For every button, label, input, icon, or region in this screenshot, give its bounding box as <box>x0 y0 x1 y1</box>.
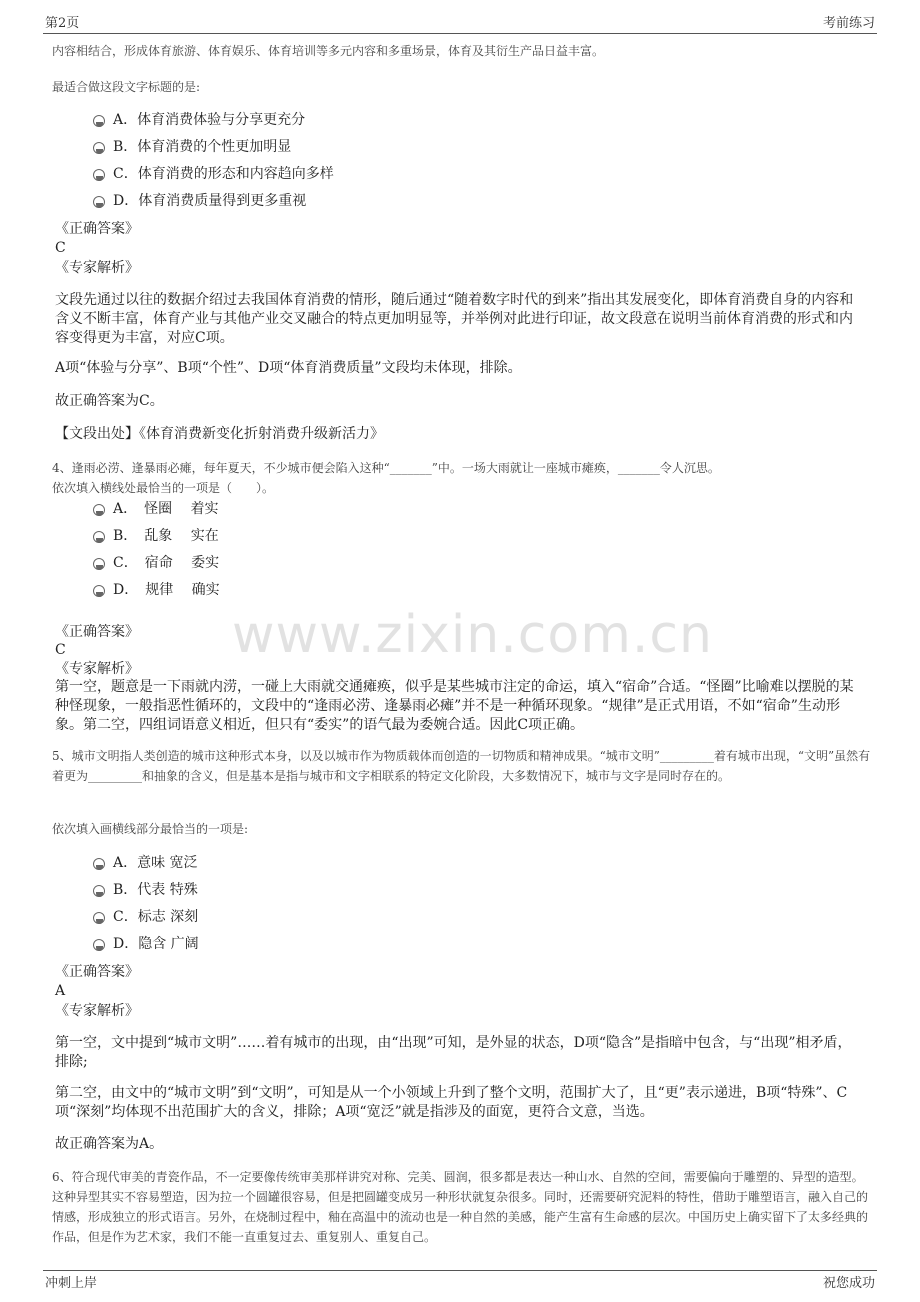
footer-divider <box>43 1270 877 1271</box>
radio-icon[interactable] <box>93 858 105 870</box>
q5-option-a[interactable] <box>93 853 198 873</box>
q3-option-a-label: A．体育消费体验与分享更充分 <box>113 112 306 128</box>
q3-answer: C <box>55 240 66 256</box>
q5-answer: A <box>55 983 66 999</box>
q5-option-d[interactable] <box>93 934 199 954</box>
q4-option-c[interactable] <box>93 553 219 573</box>
q4-answer-label: 《正确答案》 <box>55 624 139 640</box>
header-divider <box>43 33 877 34</box>
q5-analysis-p3: 故正确答案为A。 <box>55 1136 164 1152</box>
q3-option-b[interactable] <box>93 137 291 157</box>
q4-option-c-label: C． 宿命 委实 <box>113 555 220 571</box>
q5-option-d-label: D．隐含 广阔 <box>113 936 199 952</box>
q3-source: 【文段出处】《体育消费新变化折射消费升级新活力》 <box>55 426 384 442</box>
q4-option-b-label: B． 乱象 实在 <box>113 528 219 544</box>
watermark: www.zixin.com.cn <box>232 605 713 665</box>
q4-answer: C <box>55 642 66 658</box>
q3-option-c[interactable] <box>93 164 334 184</box>
q5-analysis-p1: 第一空，文中提到“城市文明”……着有城市的出现，由“出现”可知，是外显的状态，D项“隐含”是指暗中包含，与“出现”相矛盾，排除; <box>55 1035 852 1070</box>
q4-option-a-label: A． 怪圈 着实 <box>113 501 219 517</box>
q3-option-a[interactable] <box>93 110 305 130</box>
radio-icon[interactable] <box>93 169 105 181</box>
footer-right: 祝您成功 <box>822 1276 875 1291</box>
q5-option-b[interactable] <box>93 880 198 900</box>
radio-icon[interactable] <box>93 558 105 570</box>
q5-stem: 5、城市文明指人类创造的城市这种形式本身，以及以城市作为物质载体而创造的一切物质和精神成果。“城市文明”_________着有城市出现，“文明”虽然有着更为_________和抽象的含义，但是基本是指与城市和文字相联系的特定文化阶段，大多数情况下，城市与文字是同时存在的。 <box>52 749 871 783</box>
q5-option-b-label: B．代表 特殊 <box>113 882 198 898</box>
q3-option-d[interactable] <box>93 191 306 211</box>
q4-option-a[interactable] <box>93 499 219 519</box>
q3-prompt: 最适合做这段文字标题的是: <box>52 80 201 94</box>
q5-answer-label: 《正确答案》 <box>55 964 139 980</box>
q3-option-b-label: B．体育消费的个性更加明显 <box>113 139 292 155</box>
q3-analysis-label: 《专家解析》 <box>55 260 139 276</box>
q4-analysis-label: 《专家解析》 <box>55 661 139 677</box>
q5-analysis-p2: 第二空，由文中的“城市文明”到“文明”，可知是从一个小领域上升到了整个文明，范围扩大了，且“更”表示递进，B项“特殊”、C项“深刻”均体现不出范围扩大的含义，排除；A项“宽泛”就是指涉及的面宽，更符合文意，当选。 <box>55 1085 848 1120</box>
q3-option-c-label: C．体育消费的形态和内容趋向多样 <box>113 166 334 182</box>
q4-analysis: 第一空，题意是一下雨就内涝，一碰上大雨就交通瘫痪，似乎是某些城市注定的命运，填入“宿命”合适。“怪圈”比喻难以摆脱的某种怪现象，一般指恶性循环的，文段中的“逢雨必涝、逢暴雨必瘫”并不是一种循环现象。“规律”是正式用语，不如“宿命”生动形象。第二空，四组词语意义相近，但只有“委实”的语气最为委婉合适。因此C项正确。 <box>55 679 854 733</box>
page-number: 第2页 <box>45 16 80 31</box>
q3-analysis-p1: 文段先通过以往的数据介绍过去我国体育消费的情形，随后通过“随着数字时代的到来”指出其发展变化，即体育消费自身的内容和含义不断丰富，体育产业与其他产业交叉融合的特点更加明显等，并举例对此进行印证，故文段意在说明当前体育消费的形式和内容变得更为丰富，对应C项。 <box>55 292 854 346</box>
q5-option-a-label: A．意味 宽泛 <box>113 855 198 871</box>
q4-option-b[interactable] <box>93 526 219 546</box>
q5-analysis-label: 《专家解析》 <box>55 1003 139 1019</box>
q4-option-d[interactable] <box>93 580 220 600</box>
q4-option-d-label: D． 规律 确实 <box>113 582 220 598</box>
header-title: 考前练习 <box>822 16 875 31</box>
q3-passage-tail: 内容相结合，形成体育旅游、体育娱乐、体育培训等多元内容和多重场景，体育及其衍生产品日益丰富。 <box>52 44 605 58</box>
radio-icon[interactable] <box>93 504 105 516</box>
radio-icon[interactable] <box>93 885 105 897</box>
radio-icon[interactable] <box>93 196 105 208</box>
radio-icon[interactable] <box>93 939 105 951</box>
q4-prompt: 依次填入横线处最恰当的一项是（ ）。 <box>52 481 275 495</box>
q4-stem: 4、逢雨必涝、逢暴雨必瘫，每年夏天，不少城市便会陷入这种“_______”中。一场大雨就让一座城市瘫痪，_______令人沉思。 <box>52 461 720 475</box>
q5-option-c[interactable] <box>93 907 198 927</box>
q3-analysis-p3: 故正确答案为C。 <box>55 393 164 409</box>
radio-icon[interactable] <box>93 585 105 597</box>
q5-option-c-label: C．标志 深刻 <box>113 909 199 925</box>
q3-analysis-p2: A项“体验与分享”、B项“个性”、D项“体育消费质量”文段均未体现，排除。 <box>55 360 522 376</box>
q6-stem: 6、符合现代审美的青瓷作品，不一定要像传统审美那样讲究对称、完美、圆润，很多都是表达一种山水、自然的空间，需要偏向于雕塑的、异型的造型。这种异型其实不容易塑造，因为拉一个圆罐很容易，但是把圆罐变成另一种形状就复杂很多。同时，还需要研究泥料的特性，借助于雕塑语言，融入自己的情感，形成独立的形式语言。另外，在烧制过程中，釉在高温中的流动也是一种自然的美感，能产生富有生命感的层次。中国历史上确实留下了太多经典的作品，但是作为艺术家，我们不能一直重复过去、重复别人、重复自己。 <box>52 1170 869 1244</box>
footer-left: 冲刺上岸 <box>45 1276 98 1291</box>
radio-icon[interactable] <box>93 912 105 924</box>
q3-option-d-label: D．体育消费质量得到更多重视 <box>113 193 307 209</box>
radio-icon[interactable] <box>93 142 105 154</box>
radio-icon[interactable] <box>93 531 105 543</box>
q3-answer-label: 《正确答案》 <box>55 221 139 237</box>
radio-icon[interactable] <box>93 115 105 127</box>
q5-prompt: 依次填入画横线部分最恰当的一项是: <box>52 822 249 836</box>
